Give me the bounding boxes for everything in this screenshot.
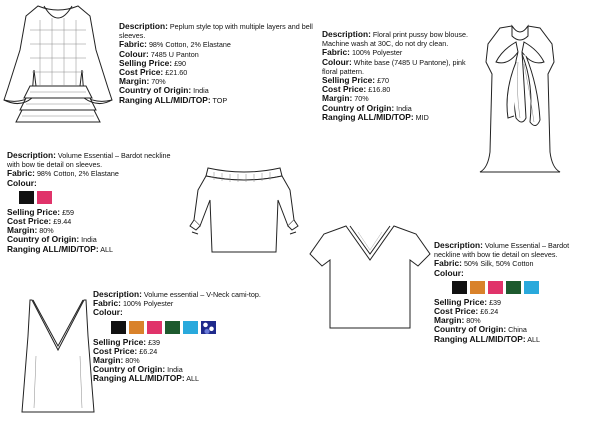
fabric-label: Fabric: bbox=[93, 298, 121, 309]
ranging-label: Ranging ALL/MID/TOP: bbox=[7, 243, 99, 254]
colour-swatches bbox=[19, 191, 179, 204]
margin-label: Margin: bbox=[93, 355, 124, 366]
margin-value: 80% bbox=[125, 356, 140, 366]
colour-label: Colour: bbox=[322, 56, 352, 67]
swatch-blue bbox=[524, 281, 539, 294]
selling-price-label: Selling Price: bbox=[93, 336, 147, 347]
cost-price-value: £6.24 bbox=[480, 307, 499, 317]
swatch-pink bbox=[37, 191, 52, 204]
margin-value: 70% bbox=[354, 94, 369, 104]
description-value: Peplum style top with multiple layers and bell sleeves. bbox=[119, 22, 313, 41]
ranging-label: Ranging ALL/MID/TOP: bbox=[322, 111, 414, 122]
cost-price-value: £9.44 bbox=[53, 217, 72, 227]
cost-price-label: Cost Price: bbox=[7, 216, 52, 227]
fabric-value: 50% Silk, 50% Cotton bbox=[463, 259, 534, 269]
origin-value: India bbox=[81, 235, 97, 245]
selling-price-value: £90 bbox=[174, 58, 187, 68]
origin-label: Country of Origin: bbox=[322, 102, 395, 113]
fabric-value: 100% Polyester bbox=[122, 299, 174, 309]
ranging-value: ALL bbox=[100, 244, 114, 254]
selling-price-label: Selling Price: bbox=[434, 296, 488, 307]
colour-swatches bbox=[111, 321, 303, 334]
description-label: Description: bbox=[119, 21, 168, 31]
product-info-bardot bbox=[7, 151, 179, 254]
selling-price-label: Selling Price: bbox=[119, 57, 173, 68]
fabric-label: Fabric: bbox=[434, 258, 462, 269]
origin-value: India bbox=[167, 365, 183, 375]
fabric-value: 98% Cotton, 2% Elastane bbox=[36, 169, 119, 179]
swatch-green bbox=[165, 321, 180, 334]
bardot-top-sketch bbox=[188, 160, 300, 260]
margin-value: 80% bbox=[39, 226, 54, 236]
margin-label: Margin: bbox=[434, 315, 465, 326]
margin-label: Margin: bbox=[7, 225, 38, 236]
origin-label: Country of Origin: bbox=[93, 364, 166, 375]
margin-label: Margin: bbox=[119, 76, 150, 87]
selling-price-value: £39 bbox=[148, 337, 161, 347]
swatch-green bbox=[506, 281, 521, 294]
cost-price-label: Cost Price: bbox=[434, 306, 479, 317]
description-label: Description: bbox=[93, 289, 142, 299]
swatch-floral-print bbox=[201, 321, 216, 334]
origin-label: Country of Origin: bbox=[434, 324, 507, 335]
selling-price-label: Selling Price: bbox=[322, 75, 376, 86]
product-info-pussy-bow bbox=[322, 30, 474, 122]
peplum-top-sketch bbox=[0, 0, 118, 128]
cost-price-value: £16.80 bbox=[368, 85, 391, 95]
colour-value: 7485 U Panton bbox=[150, 49, 199, 59]
swatch-black bbox=[452, 281, 467, 294]
margin-value: 80% bbox=[466, 316, 481, 326]
margin-value: 70% bbox=[151, 77, 166, 87]
origin-label: Country of Origin: bbox=[7, 234, 80, 245]
origin-value: India bbox=[193, 86, 209, 96]
cost-price-value: £21.60 bbox=[165, 68, 188, 78]
swatch-black bbox=[19, 191, 34, 204]
origin-value: China bbox=[508, 325, 527, 335]
cost-price-value: £6.24 bbox=[139, 346, 158, 356]
colour-label: Colour: bbox=[7, 177, 37, 188]
selling-price-value: £59 bbox=[62, 207, 75, 217]
pussy-bow-blouse-sketch bbox=[472, 22, 568, 180]
colour-label: Colour: bbox=[119, 48, 149, 59]
margin-label: Margin: bbox=[322, 93, 353, 104]
colour-label: Colour: bbox=[93, 307, 123, 318]
product-info-cami-top bbox=[93, 290, 303, 384]
description-value: Floral print pussy bow blouse. Machine wash at 30C, do not dry clean. bbox=[322, 30, 468, 49]
description-label: Description: bbox=[322, 29, 371, 39]
swatch-orange bbox=[470, 281, 485, 294]
description-label: Description: bbox=[7, 150, 56, 160]
colour-label: Colour: bbox=[434, 267, 464, 278]
ranging-label: Ranging ALL/MID/TOP: bbox=[119, 94, 211, 105]
swatch-pink bbox=[147, 321, 162, 334]
origin-value: India bbox=[396, 103, 412, 113]
cost-price-label: Cost Price: bbox=[119, 67, 164, 78]
fabric-value: 98% Cotton, 2% Elastane bbox=[148, 40, 231, 50]
ranging-value: ALL bbox=[527, 334, 541, 344]
selling-price-value: £39 bbox=[489, 297, 502, 307]
ranging-label: Ranging ALL/MID/TOP: bbox=[434, 333, 526, 344]
swatch-orange bbox=[129, 321, 144, 334]
origin-label: Country of Origin: bbox=[119, 85, 192, 96]
colour-value: White base (7485 U Pantone), pink floral pattern. bbox=[322, 57, 466, 76]
selling-price-value: £70 bbox=[377, 76, 390, 86]
ranging-value: MID bbox=[415, 112, 429, 122]
product-info-peplum bbox=[119, 22, 315, 105]
colour-swatches bbox=[452, 281, 596, 294]
v-neck-tee-sketch bbox=[306, 220, 434, 332]
cami-top-sketch bbox=[20, 296, 96, 416]
ranging-value: ALL bbox=[186, 374, 200, 384]
swatch-black bbox=[111, 321, 126, 334]
swatch-pink bbox=[488, 281, 503, 294]
fabric-label: Fabric: bbox=[7, 168, 35, 179]
product-info-v-neck-tee bbox=[434, 241, 596, 344]
cost-price-label: Cost Price: bbox=[322, 84, 367, 95]
fabric-label: Fabric: bbox=[119, 39, 147, 50]
cost-price-label: Cost Price: bbox=[93, 345, 138, 356]
description-value: Volume Essential – Bardot neckline with bow tie detail on sleeves. bbox=[434, 241, 570, 260]
ranging-value: TOP bbox=[212, 95, 228, 105]
selling-price-label: Selling Price: bbox=[7, 206, 61, 217]
description-value: Volume Essential – Bardot neckline with bow tie detail on sleeves. bbox=[7, 151, 171, 170]
fabric-value: 100% Polyester bbox=[351, 48, 403, 58]
fabric-label: Fabric: bbox=[322, 47, 350, 58]
ranging-label: Ranging ALL/MID/TOP: bbox=[93, 373, 185, 384]
description-value: Volume essential – V-Neck cami-top. bbox=[143, 290, 261, 299]
swatch-blue bbox=[183, 321, 198, 334]
description-label: Description: bbox=[434, 240, 483, 250]
